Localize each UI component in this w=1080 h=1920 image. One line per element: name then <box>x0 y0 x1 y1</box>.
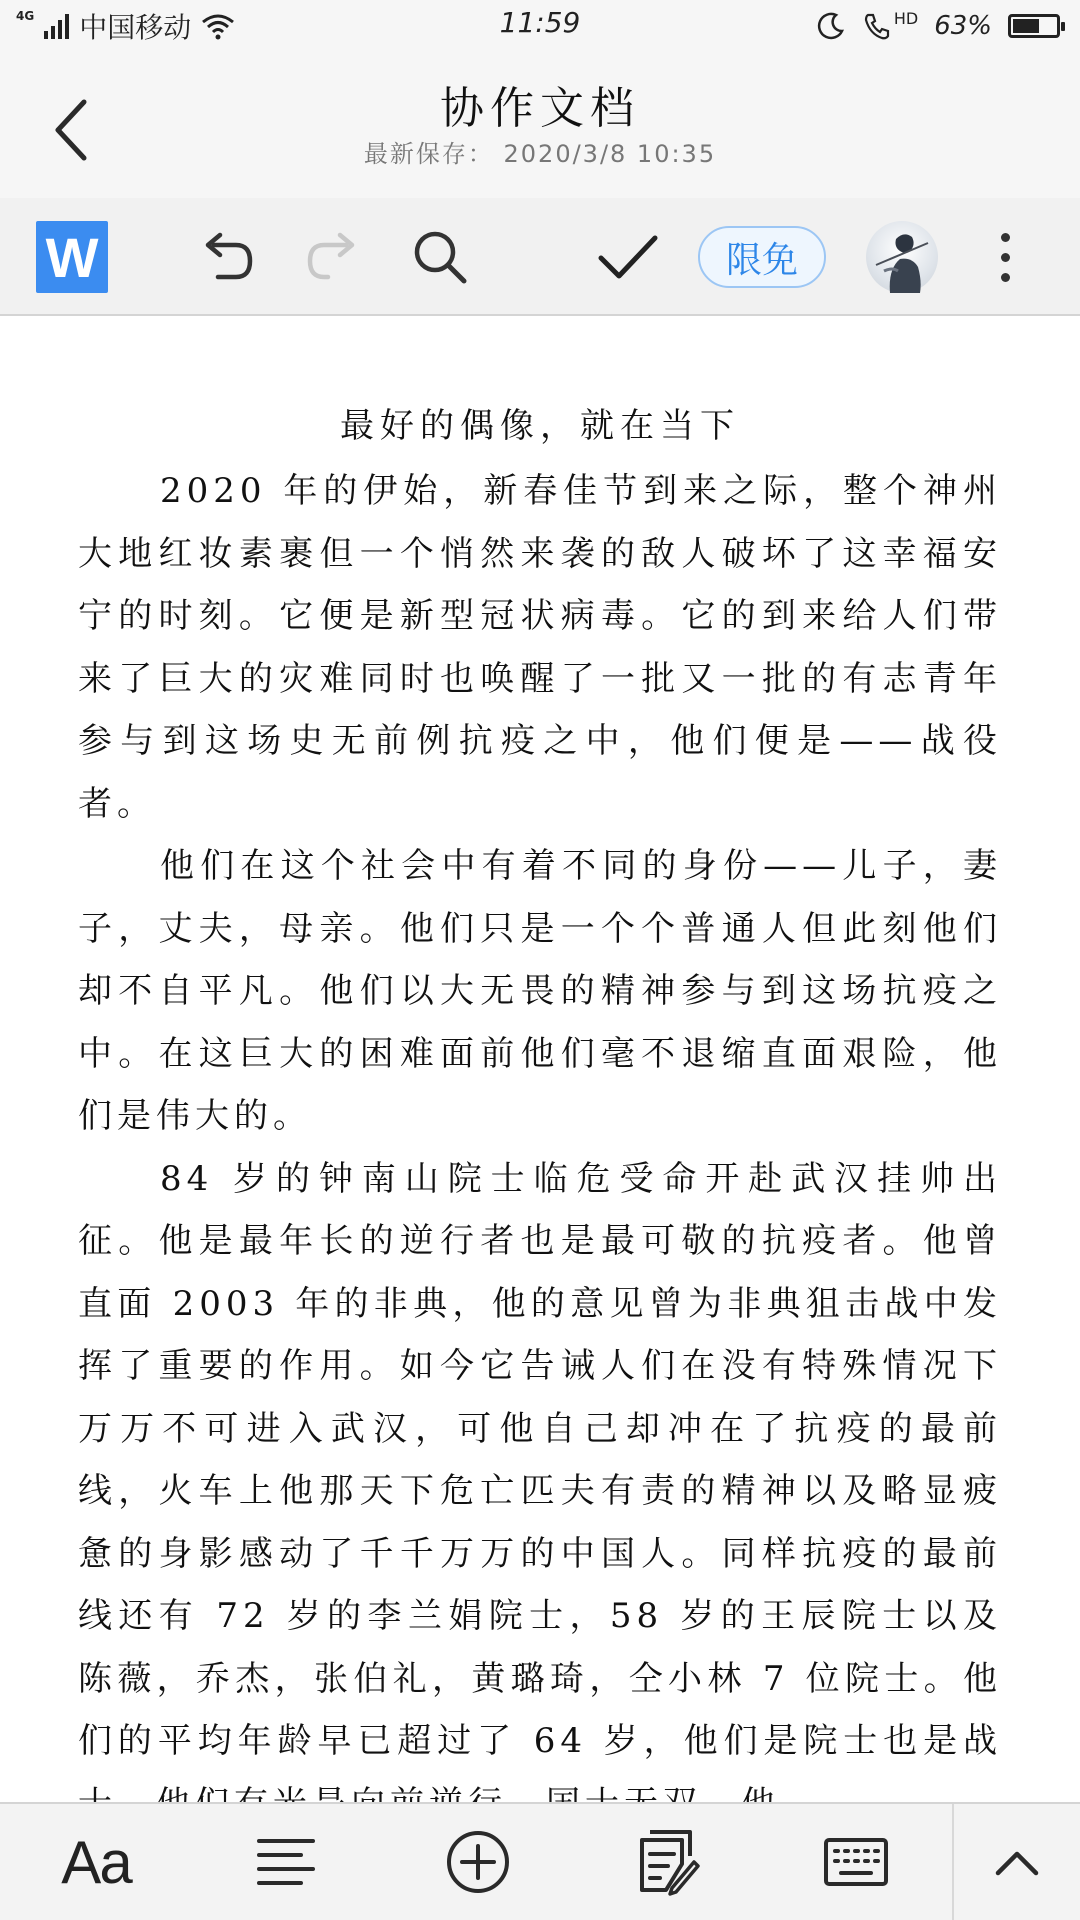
clock: 11:59 <box>499 6 581 39</box>
document-edit-icon <box>636 1828 700 1896</box>
toolbar <box>0 198 1080 316</box>
paragraph: 84 岁的钟南山院士临危受命开赴武汉挂帅出征。他是最年长的逆行者也是最可敬的抗疫者。他曾直面 2003 年的非典，他的意见曾为非典狙击战中发挥了重要的作用。如今它告诫人们在没有特殊情况下万万不可进入武汉，可他自己却冲在了抗疫的最前线，火车上他那天下危亡匹夫有责的精神以及略显疲惫的身影感动了千千万万的中国人。同样抗疫的最前线还有 72 岁的李兰娟院士，58 岁的王辰院士以及陈薇，乔杰，张伯礼，黄璐琦，仝小林 7 位院士。他们的平均年龄早已超过了 64 岁，他们是院士也是战 <box>78 1158 1002 1761</box>
battery-icon <box>1008 14 1060 38</box>
review-edit-button[interactable] <box>620 1804 716 1920</box>
font-icon: Aa <box>61 1828 131 1896</box>
undo-button[interactable] <box>190 198 262 316</box>
checkmark-icon <box>597 232 659 282</box>
font-style-button[interactable] <box>40 1804 152 1920</box>
wps-logo-icon <box>36 221 108 293</box>
phone-icon <box>862 11 892 41</box>
redo-button[interactable] <box>298 198 370 316</box>
bottom-toolbar <box>0 1802 1080 1920</box>
paragraph: 他们在这个社会中有着不同的身份——儿子，妻子，丈夫，母亲。他们只是一个个普通人但此刻他们却不自平凡。他们以大无畏的精神参与到这场抗疫之中。在这巨大的困难面前他们毫不退缩直面艰险，他们是伟大的。 <box>78 846 1002 1136</box>
hd-call-indicator <box>862 8 919 41</box>
carrier-name: 中国移动 <box>79 11 192 44</box>
app-logo-button[interactable] <box>34 198 110 316</box>
hd-label: HD <box>893 8 919 28</box>
title-bar <box>0 50 1080 198</box>
document-area[interactable] <box>0 316 1080 1802</box>
paragraph-align-button[interactable] <box>238 1804 334 1920</box>
keyboard-icon <box>823 1837 889 1887</box>
document-body <box>78 460 1002 1835</box>
battery-level <box>1013 19 1039 33</box>
insert-button[interactable] <box>430 1804 526 1920</box>
status-bar <box>0 0 1080 50</box>
avatar-figure <box>866 221 938 293</box>
moon-icon <box>816 11 846 41</box>
expand-toolbar-button[interactable] <box>982 1804 1052 1920</box>
limited-free-button[interactable] <box>696 198 828 316</box>
limited-free-badge: 限免 <box>698 226 826 288</box>
paragraph: 2020 年的伊始，新春佳节到来之际，整个神州大地红妆素裹但一个悄然来袭的敌人破坏了这幸福安宁的时刻。它便是新型冠状病毒。它的到来给人们带来了巨大的灾难同时也唤醒了一批又一批的有志青年参与到这场史无前例抗疫之中，他们便是——战役者。 <box>78 471 1002 824</box>
save-status: 最新保存： 2020/3/8 10:35 <box>363 140 717 168</box>
avatar-button[interactable] <box>864 198 940 316</box>
avatar <box>866 221 938 293</box>
network-type: 4G <box>16 9 35 23</box>
page-title: 协作文档 <box>440 83 640 134</box>
add-circle-icon <box>444 1828 512 1896</box>
undo-icon <box>196 229 256 285</box>
document-heading: 最好的偶像，就在当下 <box>340 406 740 446</box>
bottom-divider <box>952 1804 954 1920</box>
chevron-up-icon <box>992 1845 1042 1879</box>
more-options-button[interactable] <box>990 198 1020 316</box>
done-button[interactable] <box>592 198 664 316</box>
battery-percent: 63% <box>934 11 992 41</box>
search-icon <box>410 227 470 287</box>
logo-letter: W <box>45 225 99 289</box>
keyboard-button[interactable] <box>808 1804 904 1920</box>
align-left-icon <box>255 1835 317 1889</box>
more-vertical-icon <box>1001 233 1010 282</box>
search-button[interactable] <box>404 198 476 316</box>
status-right <box>816 6 1060 46</box>
redo-icon <box>304 229 364 285</box>
